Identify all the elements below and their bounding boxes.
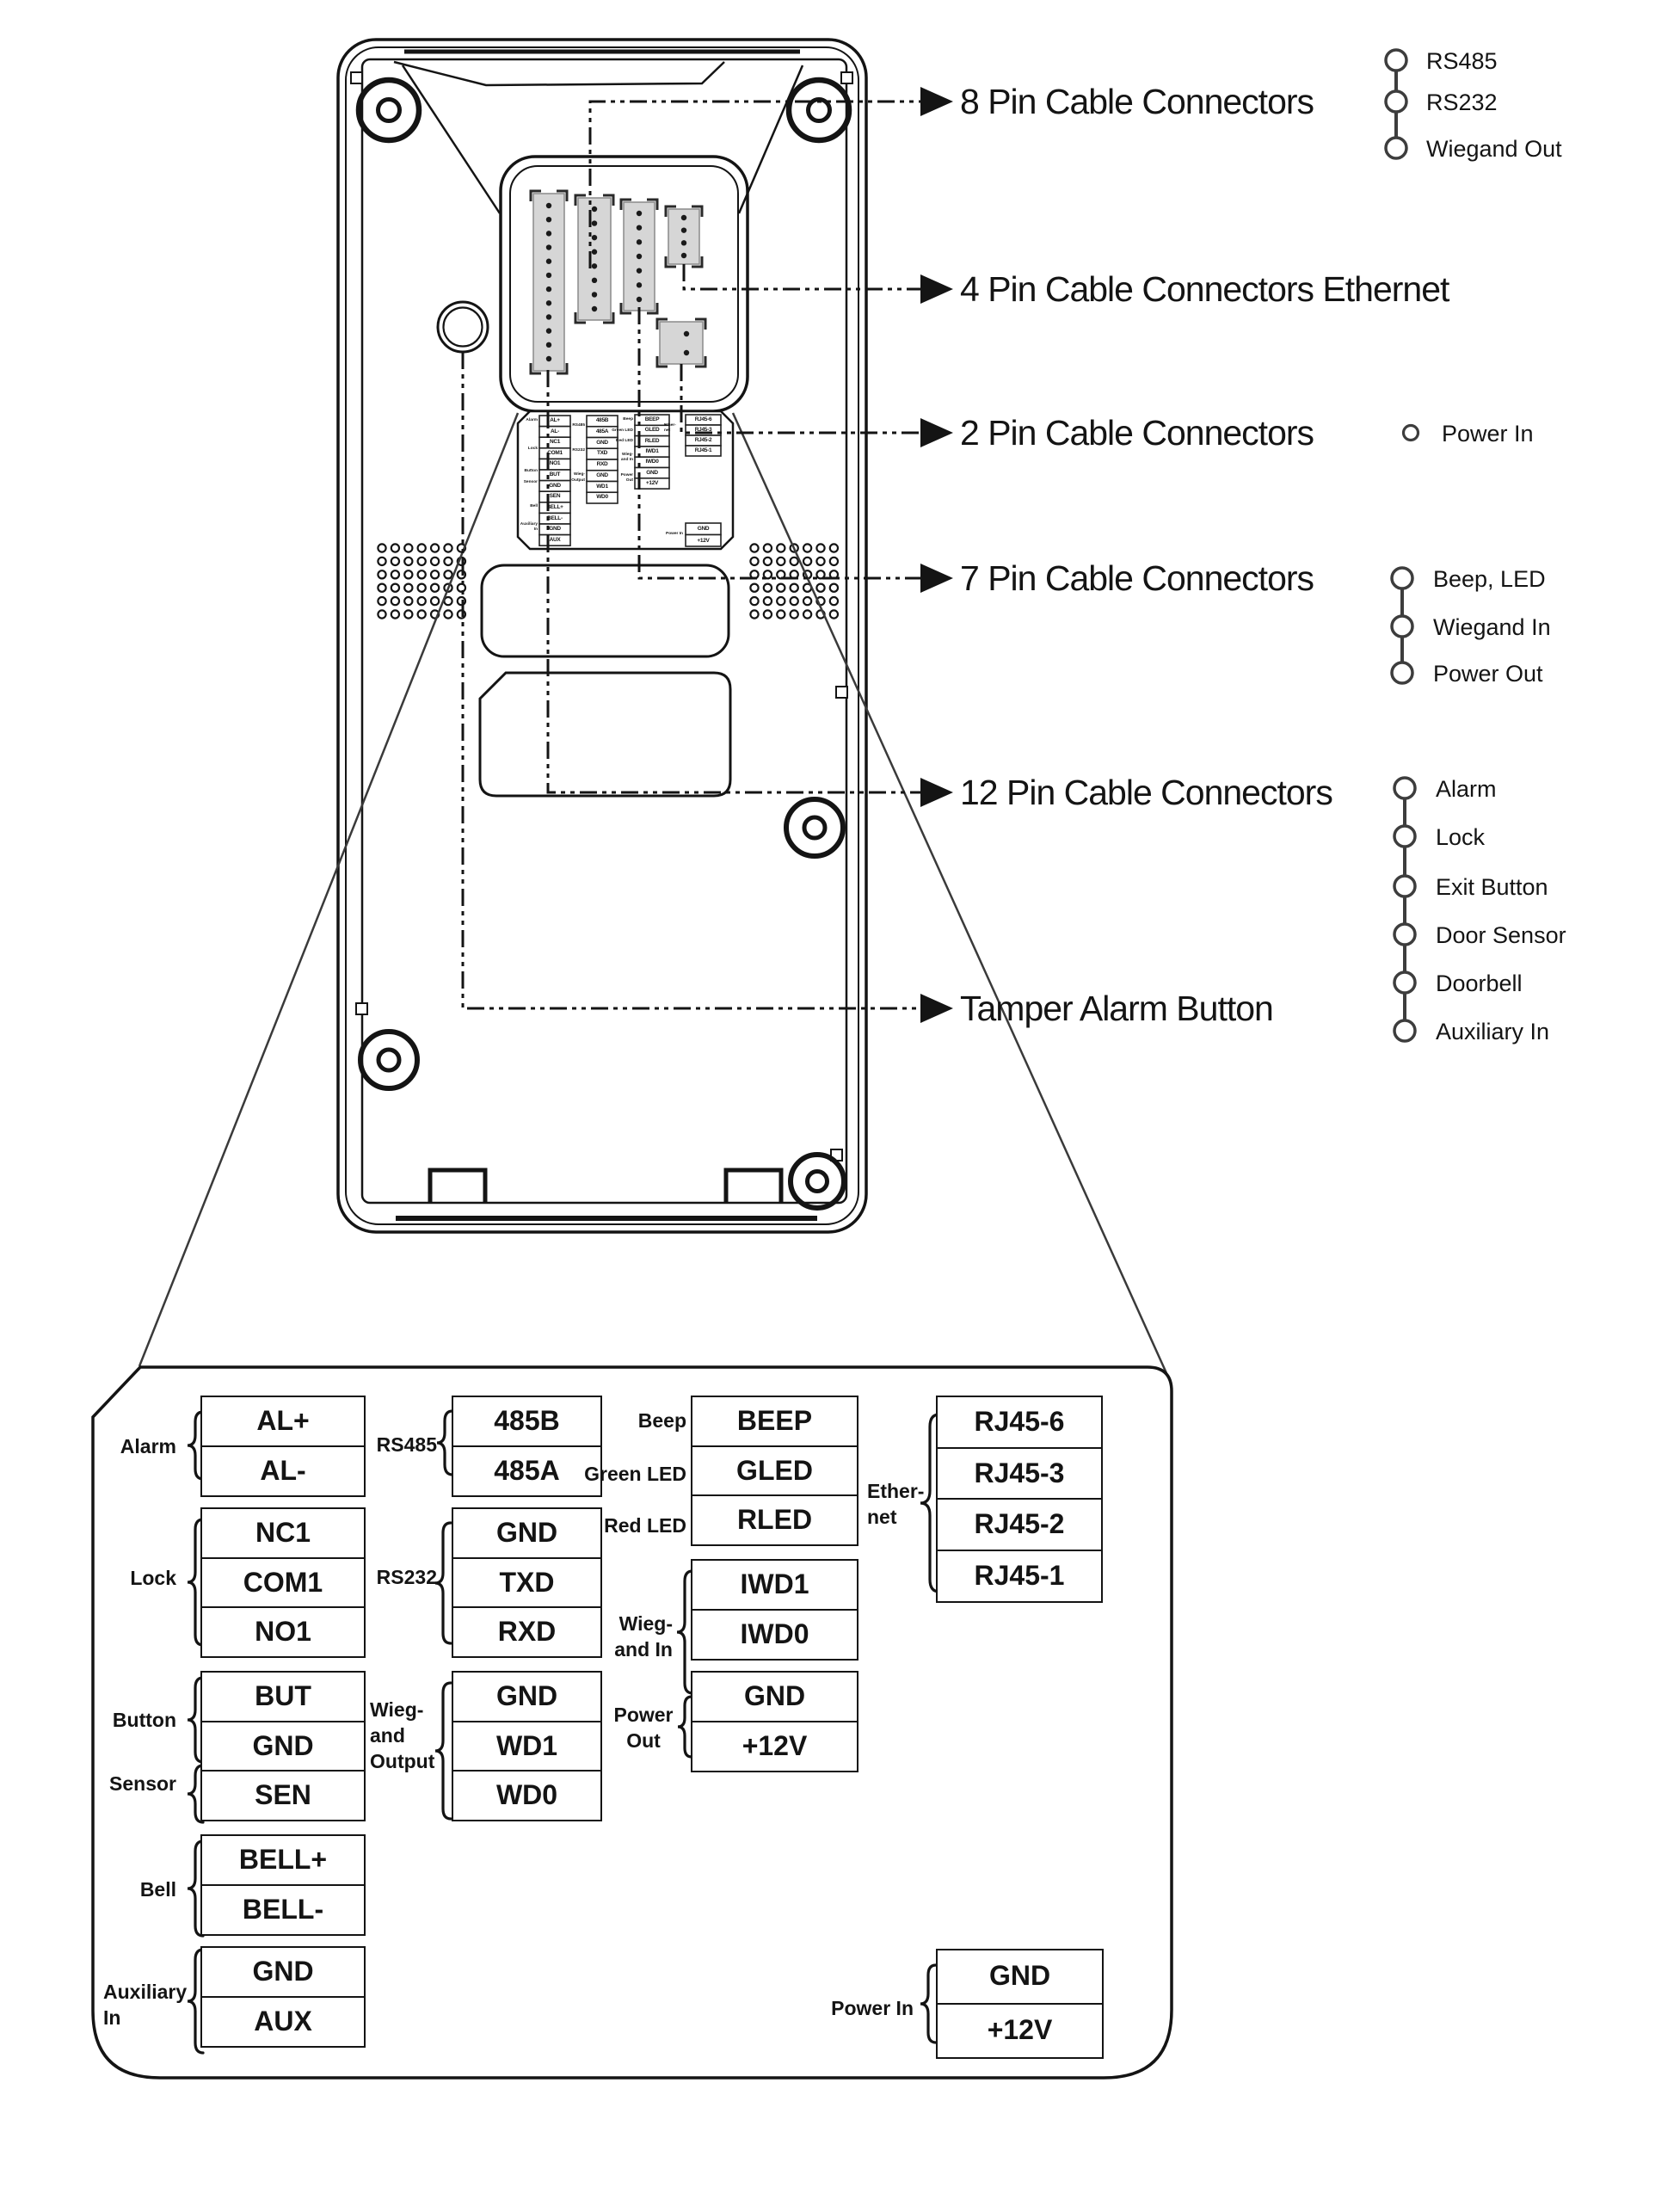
sticker-label-in: In (533, 527, 538, 532)
sticker-label-bell: Bell (530, 504, 538, 508)
label-alarm: Alarm (120, 1435, 176, 1457)
sticker-label-output: Output (571, 478, 585, 483)
label-red-led: Red LED (604, 1514, 686, 1537)
sticker-cell: TXD (596, 450, 608, 457)
sticker-cell: RJ45-6 (694, 416, 712, 422)
panel-cutouts (480, 565, 730, 796)
sticker-cell: GND (697, 526, 710, 532)
label-net: net (867, 1506, 897, 1528)
speaker-holes-left (378, 544, 465, 618)
brace-power-in (920, 1965, 936, 2043)
sticker-label-red-led: Red LED (616, 439, 633, 443)
sticker-label-out: Out (625, 478, 633, 483)
label-rs232: RS232 (376, 1566, 437, 1588)
callout-arrow-icon (920, 274, 953, 304)
legend-doorbell: Doorbell (1436, 971, 1523, 996)
sticker-cell: +12V (645, 479, 659, 486)
label-and: and (370, 1724, 405, 1747)
terminal-cell: WD0 (452, 1770, 602, 1821)
legend-alarm: Alarm (1436, 776, 1497, 802)
table-col1-bell-group (200, 1834, 366, 1936)
label-wiegand-output (370, 1697, 434, 1774)
sticker-cell: WD0 (596, 494, 608, 501)
terminal-cell: 485B (452, 1396, 602, 1447)
legend-power-out: Power Out (1433, 661, 1543, 687)
sticker-cell: BELL+ (546, 504, 563, 510)
terminal-cell: COM1 (200, 1557, 366, 1609)
speaker-holes-right (750, 544, 838, 618)
sticker-cell: AL+ (550, 417, 560, 423)
label-rs485: RS485 (376, 1433, 437, 1456)
sticker-col3-text (635, 447, 669, 468)
table-col1-lock-group (200, 1507, 366, 1658)
brace-power-out (678, 1697, 692, 1757)
sticker-cell: GLED (644, 427, 660, 434)
power-in-pin (1404, 426, 1418, 441)
table-col3-power-out-group (691, 1671, 858, 1772)
legend-exit-button: Exit Button (1436, 874, 1548, 900)
terminal-cell: RJ45-2 (936, 1498, 1103, 1551)
sticker-cell: GND (596, 471, 608, 478)
label-button: Button (112, 1709, 176, 1731)
top-visor (394, 62, 724, 85)
leader-4pin (684, 264, 920, 289)
label-wiegand-in (544, 1611, 673, 1662)
sticker-cell: +12V (697, 537, 710, 544)
sticker-cell: GND (549, 526, 561, 532)
sticker-power-in-text (686, 523, 721, 546)
legend-wiegand-out: Wiegand Out (1426, 136, 1562, 162)
label-power-out (612, 1702, 674, 1753)
label-out: Out (626, 1729, 661, 1752)
sticker-cell: AL- (551, 428, 559, 434)
label-auxiliary-in (103, 1979, 187, 2030)
sticker-cell: NC1 (549, 439, 561, 445)
terminal-cell: RXD (452, 1606, 602, 1658)
sticker-label-and-in: and In (620, 458, 633, 462)
terminal-cell: NC1 (200, 1507, 366, 1559)
callout-arrow-icon (920, 564, 953, 593)
terminal-cell: AL- (200, 1445, 366, 1497)
callout-12pin: 12 Pin Cable Connectors (960, 773, 1332, 812)
brace-wiegand-output (435, 1683, 451, 1819)
sticker-label-button: Button (524, 469, 538, 473)
legend-beep-led: Beep, LED (1433, 566, 1546, 592)
terminal-cell: RJ45-3 (936, 1447, 1103, 1500)
legend-rs485: RS485 (1426, 48, 1498, 74)
label-sensor: Sensor (109, 1772, 176, 1795)
sticker-label-power: Power (620, 473, 633, 478)
terminal-cell: RJ45-1 (936, 1550, 1103, 1603)
sticker-label-lock: Lock (527, 447, 538, 451)
terminal-cell: GND (452, 1671, 602, 1722)
mount-tab (430, 1170, 485, 1203)
callout-arrow-icon (920, 994, 953, 1023)
terminal-cell: BELL+ (200, 1834, 366, 1886)
callout-arrow-icon (920, 778, 953, 807)
callout-7pin: 7 Pin Cable Connectors (960, 558, 1314, 598)
table-col2-wiegand-group (452, 1671, 602, 1821)
sticker-cell: RXD (596, 461, 608, 467)
legend-door-sensor: Door Sensor (1436, 922, 1566, 948)
sticker-cell: IWD1 (645, 447, 659, 454)
label-lock: Lock (130, 1567, 176, 1589)
terminal-cell: GND (200, 1721, 366, 1772)
sticker-label-auxiliary: Auxiliary (520, 522, 538, 527)
label-and-in: and In (614, 1638, 673, 1661)
terminal-cell: 485A (452, 1445, 602, 1497)
sticker-label-sensor: Sensor (523, 480, 538, 484)
sticker-label-net: net (664, 428, 671, 433)
terminal-cell: NO1 (200, 1606, 366, 1658)
sticker-cell: BUT (549, 471, 561, 478)
terminal-cell: RLED (691, 1494, 858, 1546)
label-auxiliary: Auxiliary (103, 1981, 188, 2003)
sticker-cell: RJ45-2 (694, 437, 712, 443)
legend-rs232: RS232 (1426, 89, 1498, 115)
sticker-cell: GND (549, 482, 561, 489)
tamper-alarm-button (438, 302, 488, 352)
legend-wiegand-in: Wiegand In (1433, 614, 1551, 640)
terminal-cell: BELL- (200, 1884, 366, 1936)
table-col1-aux-group (200, 1946, 366, 2048)
label-in: In (103, 2006, 121, 2029)
table-col1-button-sensor-group (200, 1671, 366, 1821)
legend-pin-chains (1386, 50, 1418, 1041)
terminal-cell: IWD1 (691, 1559, 858, 1611)
sticker-label-beep: Beep (623, 417, 633, 422)
terminal-cell: BEEP (691, 1396, 858, 1447)
label-bell: Bell (139, 1878, 176, 1901)
terminal-cell: TXD (452, 1557, 602, 1609)
terminal-cell: WD1 (452, 1721, 602, 1772)
terminal-cell: RJ45-6 (936, 1396, 1103, 1449)
label-power-in: Power In (831, 1997, 914, 2019)
table-power-in-group (936, 1949, 1104, 2059)
sticker-label-alarm: Alarm (526, 418, 538, 422)
terminal-cell: SEN (200, 1770, 366, 1821)
sticker-cell: GND (596, 439, 608, 446)
sticker-cell: RJ45-1 (694, 447, 712, 453)
callout-8pin: 8 Pin Cable Connectors (960, 82, 1314, 121)
sticker-cell: COM1 (547, 449, 563, 456)
sticker-cell: WD1 (596, 483, 608, 490)
terminal-cell: BUT (200, 1671, 366, 1722)
sticker-label-rs232: RS232 (572, 448, 585, 453)
label-power: Power (613, 1704, 674, 1726)
sticker-cell: 485A (595, 428, 609, 434)
sticker-cell: NO1 (549, 460, 561, 467)
sticker-ethernet-text (686, 415, 721, 456)
sticker-cell: BELL- (547, 515, 563, 521)
terminal-cell: GND (691, 1671, 858, 1722)
label-output: Output (370, 1750, 435, 1772)
sticker-cell: SEN (549, 493, 561, 500)
sticker-label-wieg: Wieg- (573, 472, 585, 477)
connector-2pin (660, 322, 703, 364)
legend-auxiliary-in: Auxiliary In (1436, 1019, 1550, 1044)
callout-tamper: Tamper Alarm Button (960, 989, 1273, 1028)
table-col3-led-group (691, 1396, 858, 1546)
brace-rs485 (437, 1411, 452, 1475)
label-ether: Ether- (867, 1480, 925, 1502)
label-ethernet (867, 1478, 924, 1530)
sticker-col1-text (539, 502, 570, 524)
terminal-cell: AUX (200, 1996, 366, 2048)
sticker-cell: BEEP (644, 416, 660, 422)
callout-arrow-icon (920, 87, 953, 116)
sticker-col1-text (539, 524, 570, 545)
terminal-cell: IWD0 (691, 1609, 858, 1661)
sticker-label-wieg2: Wieg- (621, 453, 633, 457)
terminal-cell: GND (452, 1507, 602, 1559)
table-col3-wiegand-in-group (691, 1559, 858, 1661)
callout-4pin: 4 Pin Cable Connectors Ethernet (960, 269, 1449, 309)
sticker-label-power-in: Power In (666, 532, 683, 536)
legend-power-in: Power In (1442, 421, 1534, 447)
label-beep: Beep (637, 1409, 686, 1432)
terminal-cell: GND (936, 1949, 1104, 2005)
mount-tab (726, 1170, 781, 1203)
terminal-cell: GLED (691, 1445, 858, 1497)
label-wieg: Wieg- (618, 1612, 673, 1635)
terminal-cell: GND (200, 1946, 366, 1998)
sticker-label-green-led: Green LED (612, 428, 633, 433)
sticker-label-ether: Ether- (664, 423, 676, 428)
legend-lock: Lock (1436, 824, 1486, 850)
callout-arrow-icon (920, 418, 953, 447)
table-ethernet-group (936, 1396, 1103, 1603)
connector-8pin (578, 198, 611, 320)
callout-2pin: 2 Pin Cable Connectors (960, 413, 1314, 453)
terminal-cell: +12V (691, 1721, 858, 1772)
brace-rs232 (435, 1523, 451, 1643)
pin-connectors (531, 191, 705, 373)
label-green-led: Green LED (584, 1463, 686, 1485)
sticker-cell: GND (646, 469, 658, 476)
terminal-cell: AL+ (200, 1396, 366, 1447)
sticker-col3-text (635, 468, 669, 490)
sticker-label-rs485: RS485 (572, 423, 585, 428)
sticker-cell: IWD0 (645, 459, 659, 465)
sticker-cell: 485B (595, 417, 609, 423)
sticker-cell: RLED (644, 437, 660, 444)
sticker-cell: RJ45-3 (694, 427, 712, 433)
sticker-cell: AUX (549, 536, 561, 543)
terminal-cell: +12V (936, 2003, 1104, 2059)
table-col1-alarm-group (200, 1396, 366, 1497)
label-wieg: Wieg- (370, 1698, 424, 1721)
